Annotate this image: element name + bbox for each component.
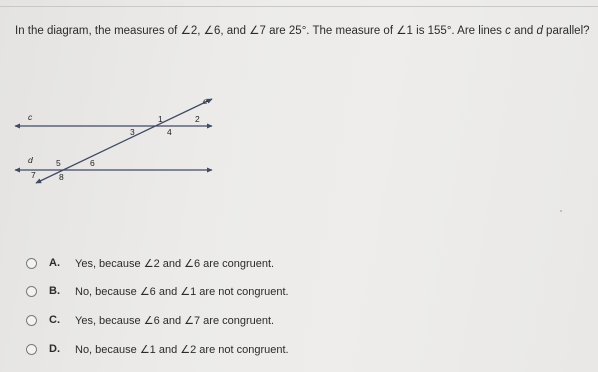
- choice-letter: D.: [49, 343, 60, 355]
- screen-speck: [560, 210, 562, 212]
- question-part: In the diagram, the measures of: [15, 25, 181, 37]
- angle-label-7: 7: [31, 170, 36, 180]
- angle-label-5: 5: [56, 158, 61, 168]
- choice-letter: B.: [49, 285, 60, 297]
- choice-text: Yes, because ∠2 and ∠6 are congruent.: [75, 258, 275, 270]
- question-part: , and: [220, 25, 250, 37]
- angle-label-6: 6: [90, 158, 95, 168]
- question-part: parallel?: [542, 25, 590, 37]
- radio-b[interactable]: [26, 286, 37, 297]
- angle-label-1: 1: [158, 114, 163, 124]
- label-d: d: [28, 155, 33, 165]
- angle-label-2: 2: [195, 114, 200, 124]
- choice-text: No, because ∠6 and ∠1 are not congruent.: [75, 286, 289, 298]
- choice-letter: C.: [49, 314, 60, 326]
- label-e: e: [203, 96, 208, 106]
- question-part: are 25°. The measure of: [265, 25, 397, 37]
- choice-text: Yes, because ∠6 and ∠7 are congruent.: [75, 315, 275, 327]
- angle-label-4: 4: [167, 127, 172, 137]
- label-c: c: [28, 112, 33, 122]
- radio-d[interactable]: [26, 344, 37, 355]
- angle-ref: ∠7: [249, 25, 266, 37]
- question-part: is 155°. Are lines: [412, 25, 506, 37]
- choice-a[interactable]: [26, 256, 326, 272]
- top-divider: [0, 6, 598, 7]
- angle-label-3: 3: [130, 127, 135, 137]
- angle-ref: ∠6: [203, 25, 221, 37]
- line-name-c: c: [505, 25, 511, 37]
- choice-b[interactable]: [26, 284, 326, 300]
- question-part: ,: [197, 25, 204, 37]
- choice-d[interactable]: [26, 342, 326, 358]
- choice-c[interactable]: [26, 313, 326, 329]
- angle-ref: ∠1: [396, 25, 413, 37]
- radio-c[interactable]: [26, 315, 37, 326]
- question-text: [15, 24, 590, 38]
- radio-a[interactable]: [26, 258, 37, 269]
- choice-letter: A.: [49, 257, 60, 269]
- angle-label-8: 8: [59, 172, 64, 182]
- question-part: and: [510, 25, 537, 37]
- angle-ref: ∠2: [180, 25, 198, 37]
- parallel-lines-diagram: [14, 92, 224, 192]
- line-name-d: d: [536, 25, 543, 37]
- choice-text: No, because ∠1 and ∠2 are not congruent.: [75, 344, 289, 356]
